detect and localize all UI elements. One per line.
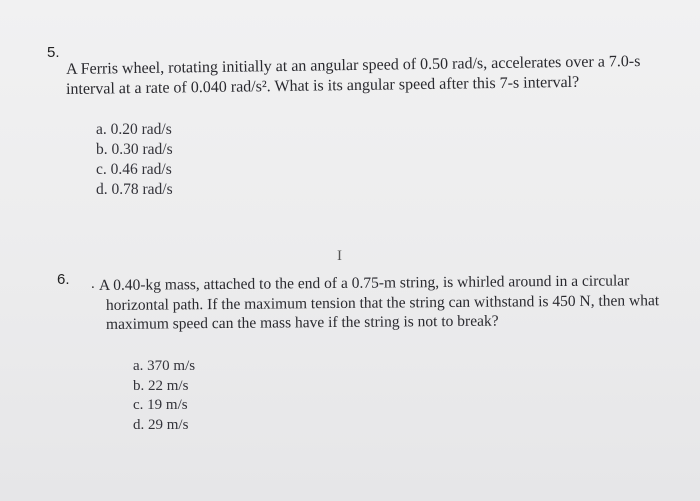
question-6-choice-c[interactable]: c. 19 m/s (133, 397, 188, 413)
question-5-choice-b[interactable]: b. 0.30 rad/s (96, 141, 173, 158)
question-5-choices (96, 120, 173, 200)
question-6-choices (133, 357, 195, 435)
question-5-choice-d[interactable]: d. 0.78 rad/s (96, 181, 173, 198)
question-6-number: 6. (57, 271, 70, 288)
question-5-choice-c[interactable]: c. 0.46 rad/s (96, 161, 172, 178)
question-6-choice-a[interactable]: a. 370 m/s (133, 358, 196, 374)
question-6-stem-line-2: horizontal path. If the maximum tension that the string can withstand is 450 N, then what (105, 292, 660, 314)
question-5-choice-a[interactable]: a. 0.20 rad/s (96, 121, 172, 138)
question-5-number: 5. (47, 44, 60, 61)
question-6-stem-line-3: maximum speed can the mass have if the string is not to break? (105, 312, 499, 333)
question-6-choice-d[interactable]: d. 29 m/s (133, 416, 189, 433)
question-6-stem-line-1: A 0.40-kg mass, attached to the end of a 0.75-m string, is whirled around in a circular (98, 272, 630, 294)
question-6-choice-b[interactable]: b. 22 m/s (133, 377, 189, 394)
question-5-stem-line-2: interval at a rate of 0.040 rad/s². What is its angular speed after this 7-s interval? (65, 73, 580, 98)
text-cursor-icon: I (337, 248, 342, 264)
bullet-dot: . (91, 276, 95, 292)
question-5-stem-line-1: A Ferris wheel, rotating initially at an angular speed of 0.50 rad/s, accelerates over a 7.0-s (65, 52, 641, 78)
